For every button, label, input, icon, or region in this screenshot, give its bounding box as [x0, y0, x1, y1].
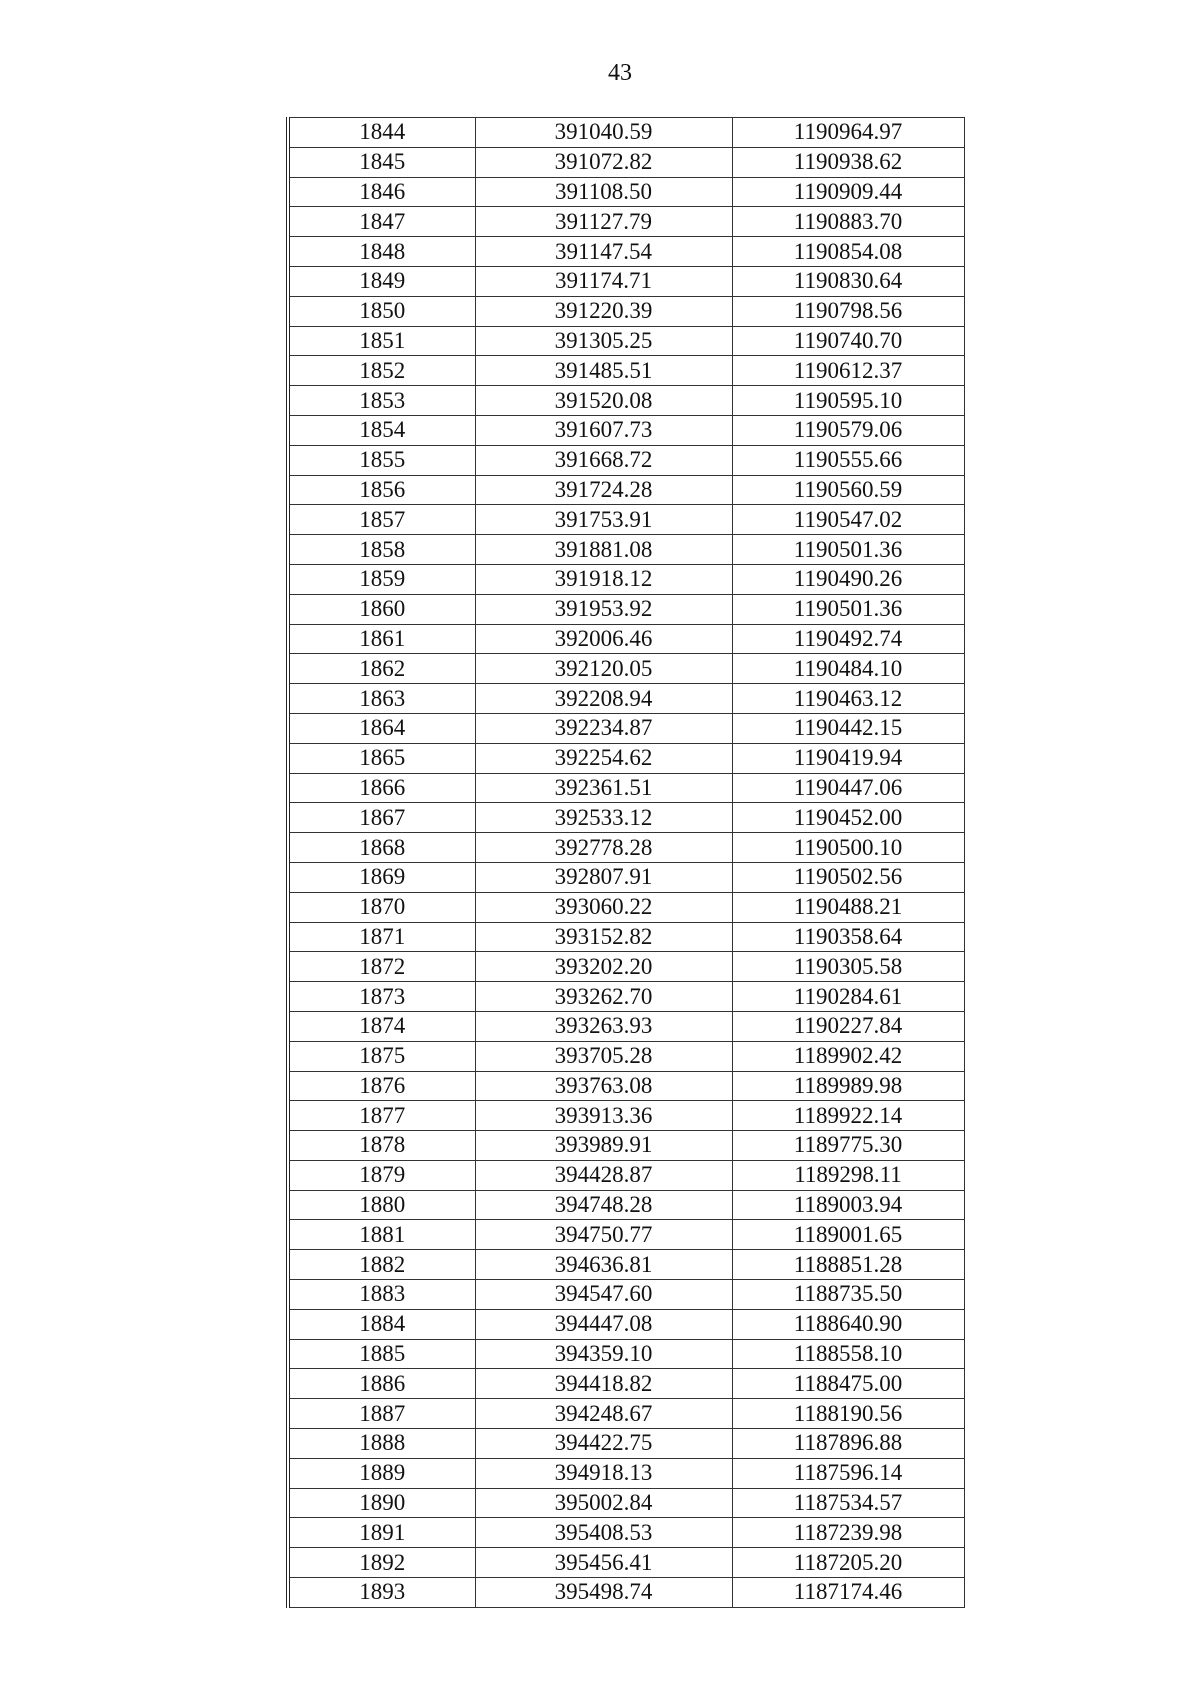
- table-row: [288, 296, 964, 326]
- point-number-cell: 1890: [288, 1488, 475, 1518]
- point-number-cell: 1880: [288, 1190, 475, 1220]
- table-row: [288, 1041, 964, 1071]
- y-coordinate-cell: 1190284.61: [732, 982, 964, 1012]
- x-coordinate-cell: 392807.91: [475, 862, 732, 892]
- point-number-cell: 1892: [288, 1548, 475, 1578]
- y-coordinate-cell: 1190938.62: [732, 147, 964, 177]
- table-row: [288, 1101, 964, 1131]
- point-number-cell: 1845: [288, 147, 475, 177]
- y-coordinate-cell: 1188558.10: [732, 1339, 964, 1369]
- point-number-cell: 1868: [288, 833, 475, 863]
- table-row: [288, 803, 964, 833]
- y-coordinate-cell: 1188190.56: [732, 1399, 964, 1429]
- point-number-cell: 1878: [288, 1131, 475, 1161]
- x-coordinate-cell: 391305.25: [475, 326, 732, 356]
- x-coordinate-cell: 391485.51: [475, 356, 732, 386]
- point-number-cell: 1858: [288, 535, 475, 565]
- table-row: [288, 654, 964, 684]
- table-row: [288, 1458, 964, 1488]
- y-coordinate-cell: 1190492.74: [732, 624, 964, 654]
- y-coordinate-cell: 1187239.98: [732, 1518, 964, 1548]
- y-coordinate-cell: 1190452.00: [732, 803, 964, 833]
- table-row: [288, 982, 964, 1012]
- table-row: [288, 266, 964, 296]
- x-coordinate-cell: 391072.82: [475, 147, 732, 177]
- y-coordinate-cell: 1190547.02: [732, 505, 964, 535]
- y-coordinate-cell: 1190579.06: [732, 415, 964, 445]
- y-coordinate-cell: 1190502.56: [732, 862, 964, 892]
- point-number-cell: 1887: [288, 1399, 475, 1429]
- point-number-cell: 1870: [288, 892, 475, 922]
- table-row: [288, 1518, 964, 1548]
- x-coordinate-cell: 395456.41: [475, 1548, 732, 1578]
- y-coordinate-cell: 1190501.36: [732, 594, 964, 624]
- table-row: [288, 326, 964, 356]
- table-row: [288, 1578, 964, 1608]
- x-coordinate-cell: 391520.08: [475, 386, 732, 416]
- y-coordinate-cell: 1188475.00: [732, 1369, 964, 1399]
- y-coordinate-cell: 1189775.30: [732, 1131, 964, 1161]
- x-coordinate-cell: 392254.62: [475, 743, 732, 773]
- x-coordinate-cell: 393262.70: [475, 982, 732, 1012]
- table-row: [288, 1488, 964, 1518]
- point-number-cell: 1854: [288, 415, 475, 445]
- x-coordinate-cell: 395408.53: [475, 1518, 732, 1548]
- x-coordinate-cell: 392208.94: [475, 684, 732, 714]
- x-coordinate-cell: 392778.28: [475, 833, 732, 863]
- table-row: [288, 415, 964, 445]
- x-coordinate-cell: 391953.92: [475, 594, 732, 624]
- point-number-cell: 1891: [288, 1518, 475, 1548]
- table-row: [288, 445, 964, 475]
- point-number-cell: 1853: [288, 386, 475, 416]
- x-coordinate-cell: 391147.54: [475, 237, 732, 267]
- y-coordinate-cell: 1189989.98: [732, 1071, 964, 1101]
- x-coordinate-cell: 391607.73: [475, 415, 732, 445]
- point-number-cell: 1863: [288, 684, 475, 714]
- table-row: [288, 1309, 964, 1339]
- y-coordinate-cell: 1190909.44: [732, 177, 964, 207]
- table-row: [288, 922, 964, 952]
- point-number-cell: 1861: [288, 624, 475, 654]
- table-row: [288, 1190, 964, 1220]
- table-row: [288, 207, 964, 237]
- point-number-cell: 1867: [288, 803, 475, 833]
- x-coordinate-cell: 391220.39: [475, 296, 732, 326]
- point-number-cell: 1846: [288, 177, 475, 207]
- point-number-cell: 1866: [288, 773, 475, 803]
- point-number-cell: 1857: [288, 505, 475, 535]
- y-coordinate-cell: 1190964.97: [732, 118, 964, 148]
- x-coordinate-cell: 394547.60: [475, 1280, 732, 1310]
- y-coordinate-cell: 1189298.11: [732, 1160, 964, 1190]
- y-coordinate-cell: 1190447.06: [732, 773, 964, 803]
- x-coordinate-cell: 392234.87: [475, 713, 732, 743]
- point-number-cell: 1856: [288, 475, 475, 505]
- table-row: [288, 624, 964, 654]
- table-row: [288, 743, 964, 773]
- y-coordinate-cell: 1187596.14: [732, 1458, 964, 1488]
- x-coordinate-cell: 391753.91: [475, 505, 732, 535]
- table-row: [288, 1339, 964, 1369]
- point-number-cell: 1886: [288, 1369, 475, 1399]
- table-row: [288, 952, 964, 982]
- x-coordinate-cell: 393913.36: [475, 1101, 732, 1131]
- y-coordinate-cell: 1190484.10: [732, 654, 964, 684]
- point-number-cell: 1879: [288, 1160, 475, 1190]
- y-coordinate-cell: 1187205.20: [732, 1548, 964, 1578]
- point-number-cell: 1873: [288, 982, 475, 1012]
- table-row: [288, 862, 964, 892]
- y-coordinate-cell: 1190227.84: [732, 1011, 964, 1041]
- x-coordinate-cell: 393263.93: [475, 1011, 732, 1041]
- y-coordinate-cell: 1190419.94: [732, 743, 964, 773]
- point-number-cell: 1893: [288, 1578, 475, 1608]
- y-coordinate-cell: 1190854.08: [732, 237, 964, 267]
- x-coordinate-cell: 391108.50: [475, 177, 732, 207]
- table-row: [288, 594, 964, 624]
- y-coordinate-cell: 1189902.42: [732, 1041, 964, 1071]
- y-coordinate-cell: 1189001.65: [732, 1220, 964, 1250]
- x-coordinate-cell: 394748.28: [475, 1190, 732, 1220]
- y-coordinate-cell: 1190740.70: [732, 326, 964, 356]
- page-number: 43: [608, 60, 632, 86]
- y-coordinate-cell: 1190555.66: [732, 445, 964, 475]
- x-coordinate-cell: 392120.05: [475, 654, 732, 684]
- y-coordinate-cell: 1187896.88: [732, 1429, 964, 1459]
- table-row: [288, 535, 964, 565]
- x-coordinate-cell: 394418.82: [475, 1369, 732, 1399]
- x-coordinate-cell: 394359.10: [475, 1339, 732, 1369]
- x-coordinate-cell: 392533.12: [475, 803, 732, 833]
- table-row: [288, 386, 964, 416]
- table-row: [288, 713, 964, 743]
- point-number-cell: 1872: [288, 952, 475, 982]
- table-row: [288, 833, 964, 863]
- y-coordinate-cell: 1190358.64: [732, 922, 964, 952]
- y-coordinate-cell: 1190595.10: [732, 386, 964, 416]
- point-number-cell: 1869: [288, 862, 475, 892]
- table-row: [288, 1250, 964, 1280]
- point-number-cell: 1850: [288, 296, 475, 326]
- point-number-cell: 1844: [288, 118, 475, 148]
- y-coordinate-cell: 1187534.57: [732, 1488, 964, 1518]
- x-coordinate-cell: 392361.51: [475, 773, 732, 803]
- x-coordinate-cell: 391127.79: [475, 207, 732, 237]
- x-coordinate-cell: 393763.08: [475, 1071, 732, 1101]
- coordinates-table: [286, 117, 965, 1608]
- y-coordinate-cell: 1190830.64: [732, 266, 964, 296]
- point-number-cell: 1848: [288, 237, 475, 267]
- x-coordinate-cell: 394248.67: [475, 1399, 732, 1429]
- x-coordinate-cell: 393152.82: [475, 922, 732, 952]
- x-coordinate-cell: 391668.72: [475, 445, 732, 475]
- table-row: [288, 356, 964, 386]
- table-row: [288, 1369, 964, 1399]
- table-row: [288, 237, 964, 267]
- y-coordinate-cell: 1190798.56: [732, 296, 964, 326]
- point-number-cell: 1859: [288, 564, 475, 594]
- x-coordinate-cell: 394422.75: [475, 1429, 732, 1459]
- point-number-cell: 1881: [288, 1220, 475, 1250]
- table-row: [288, 1160, 964, 1190]
- point-number-cell: 1876: [288, 1071, 475, 1101]
- x-coordinate-cell: 395002.84: [475, 1488, 732, 1518]
- x-coordinate-cell: 393202.20: [475, 952, 732, 982]
- point-number-cell: 1888: [288, 1429, 475, 1459]
- x-coordinate-cell: 394750.77: [475, 1220, 732, 1250]
- point-number-cell: 1865: [288, 743, 475, 773]
- table-row: [288, 1399, 964, 1429]
- x-coordinate-cell: 391174.71: [475, 266, 732, 296]
- y-coordinate-cell: 1189003.94: [732, 1190, 964, 1220]
- x-coordinate-cell: 393060.22: [475, 892, 732, 922]
- x-coordinate-cell: 393989.91: [475, 1131, 732, 1161]
- y-coordinate-cell: 1190305.58: [732, 952, 964, 982]
- table-row: [288, 505, 964, 535]
- point-number-cell: 1885: [288, 1339, 475, 1369]
- point-number-cell: 1889: [288, 1458, 475, 1488]
- x-coordinate-cell: 393705.28: [475, 1041, 732, 1071]
- point-number-cell: 1849: [288, 266, 475, 296]
- y-coordinate-cell: 1190488.21: [732, 892, 964, 922]
- point-number-cell: 1852: [288, 356, 475, 386]
- point-number-cell: 1862: [288, 654, 475, 684]
- y-coordinate-cell: 1187174.46: [732, 1578, 964, 1608]
- point-number-cell: 1884: [288, 1309, 475, 1339]
- table-row: [288, 773, 964, 803]
- x-coordinate-cell: 394636.81: [475, 1250, 732, 1280]
- point-number-cell: 1860: [288, 594, 475, 624]
- point-number-cell: 1847: [288, 207, 475, 237]
- point-number-cell: 1875: [288, 1041, 475, 1071]
- point-number-cell: 1851: [288, 326, 475, 356]
- table-row: [288, 147, 964, 177]
- table-row: [288, 1280, 964, 1310]
- y-coordinate-cell: 1189922.14: [732, 1101, 964, 1131]
- y-coordinate-cell: 1188851.28: [732, 1250, 964, 1280]
- y-coordinate-cell: 1190612.37: [732, 356, 964, 386]
- point-number-cell: 1882: [288, 1250, 475, 1280]
- table-row: [288, 475, 964, 505]
- point-number-cell: 1877: [288, 1101, 475, 1131]
- point-number-cell: 1864: [288, 713, 475, 743]
- table-row: [288, 1220, 964, 1250]
- table-row: [288, 1429, 964, 1459]
- table-row: [288, 564, 964, 594]
- x-coordinate-cell: 391918.12: [475, 564, 732, 594]
- table-row: [288, 177, 964, 207]
- x-coordinate-cell: 391724.28: [475, 475, 732, 505]
- x-coordinate-cell: 395498.74: [475, 1578, 732, 1608]
- y-coordinate-cell: 1190501.36: [732, 535, 964, 565]
- x-coordinate-cell: 391881.08: [475, 535, 732, 565]
- point-number-cell: 1855: [288, 445, 475, 475]
- y-coordinate-cell: 1190442.15: [732, 713, 964, 743]
- y-coordinate-cell: 1190560.59: [732, 475, 964, 505]
- y-coordinate-cell: 1188735.50: [732, 1280, 964, 1310]
- table-row: [288, 1131, 964, 1161]
- table-row: [288, 1071, 964, 1101]
- y-coordinate-cell: 1188640.90: [732, 1309, 964, 1339]
- y-coordinate-cell: 1190883.70: [732, 207, 964, 237]
- table-row: [288, 1548, 964, 1578]
- table-row: [288, 892, 964, 922]
- point-number-cell: 1883: [288, 1280, 475, 1310]
- table-row: [288, 684, 964, 714]
- point-number-cell: 1871: [288, 922, 475, 952]
- x-coordinate-cell: 394918.13: [475, 1458, 732, 1488]
- table-row: [288, 1011, 964, 1041]
- x-coordinate-cell: 392006.46: [475, 624, 732, 654]
- x-coordinate-cell: 394447.08: [475, 1309, 732, 1339]
- y-coordinate-cell: 1190463.12: [732, 684, 964, 714]
- y-coordinate-cell: 1190500.10: [732, 833, 964, 863]
- table-row: [288, 118, 964, 148]
- coordinates-table-body: [288, 118, 964, 1608]
- y-coordinate-cell: 1190490.26: [732, 564, 964, 594]
- x-coordinate-cell: 394428.87: [475, 1160, 732, 1190]
- x-coordinate-cell: 391040.59: [475, 118, 732, 148]
- point-number-cell: 1874: [288, 1011, 475, 1041]
